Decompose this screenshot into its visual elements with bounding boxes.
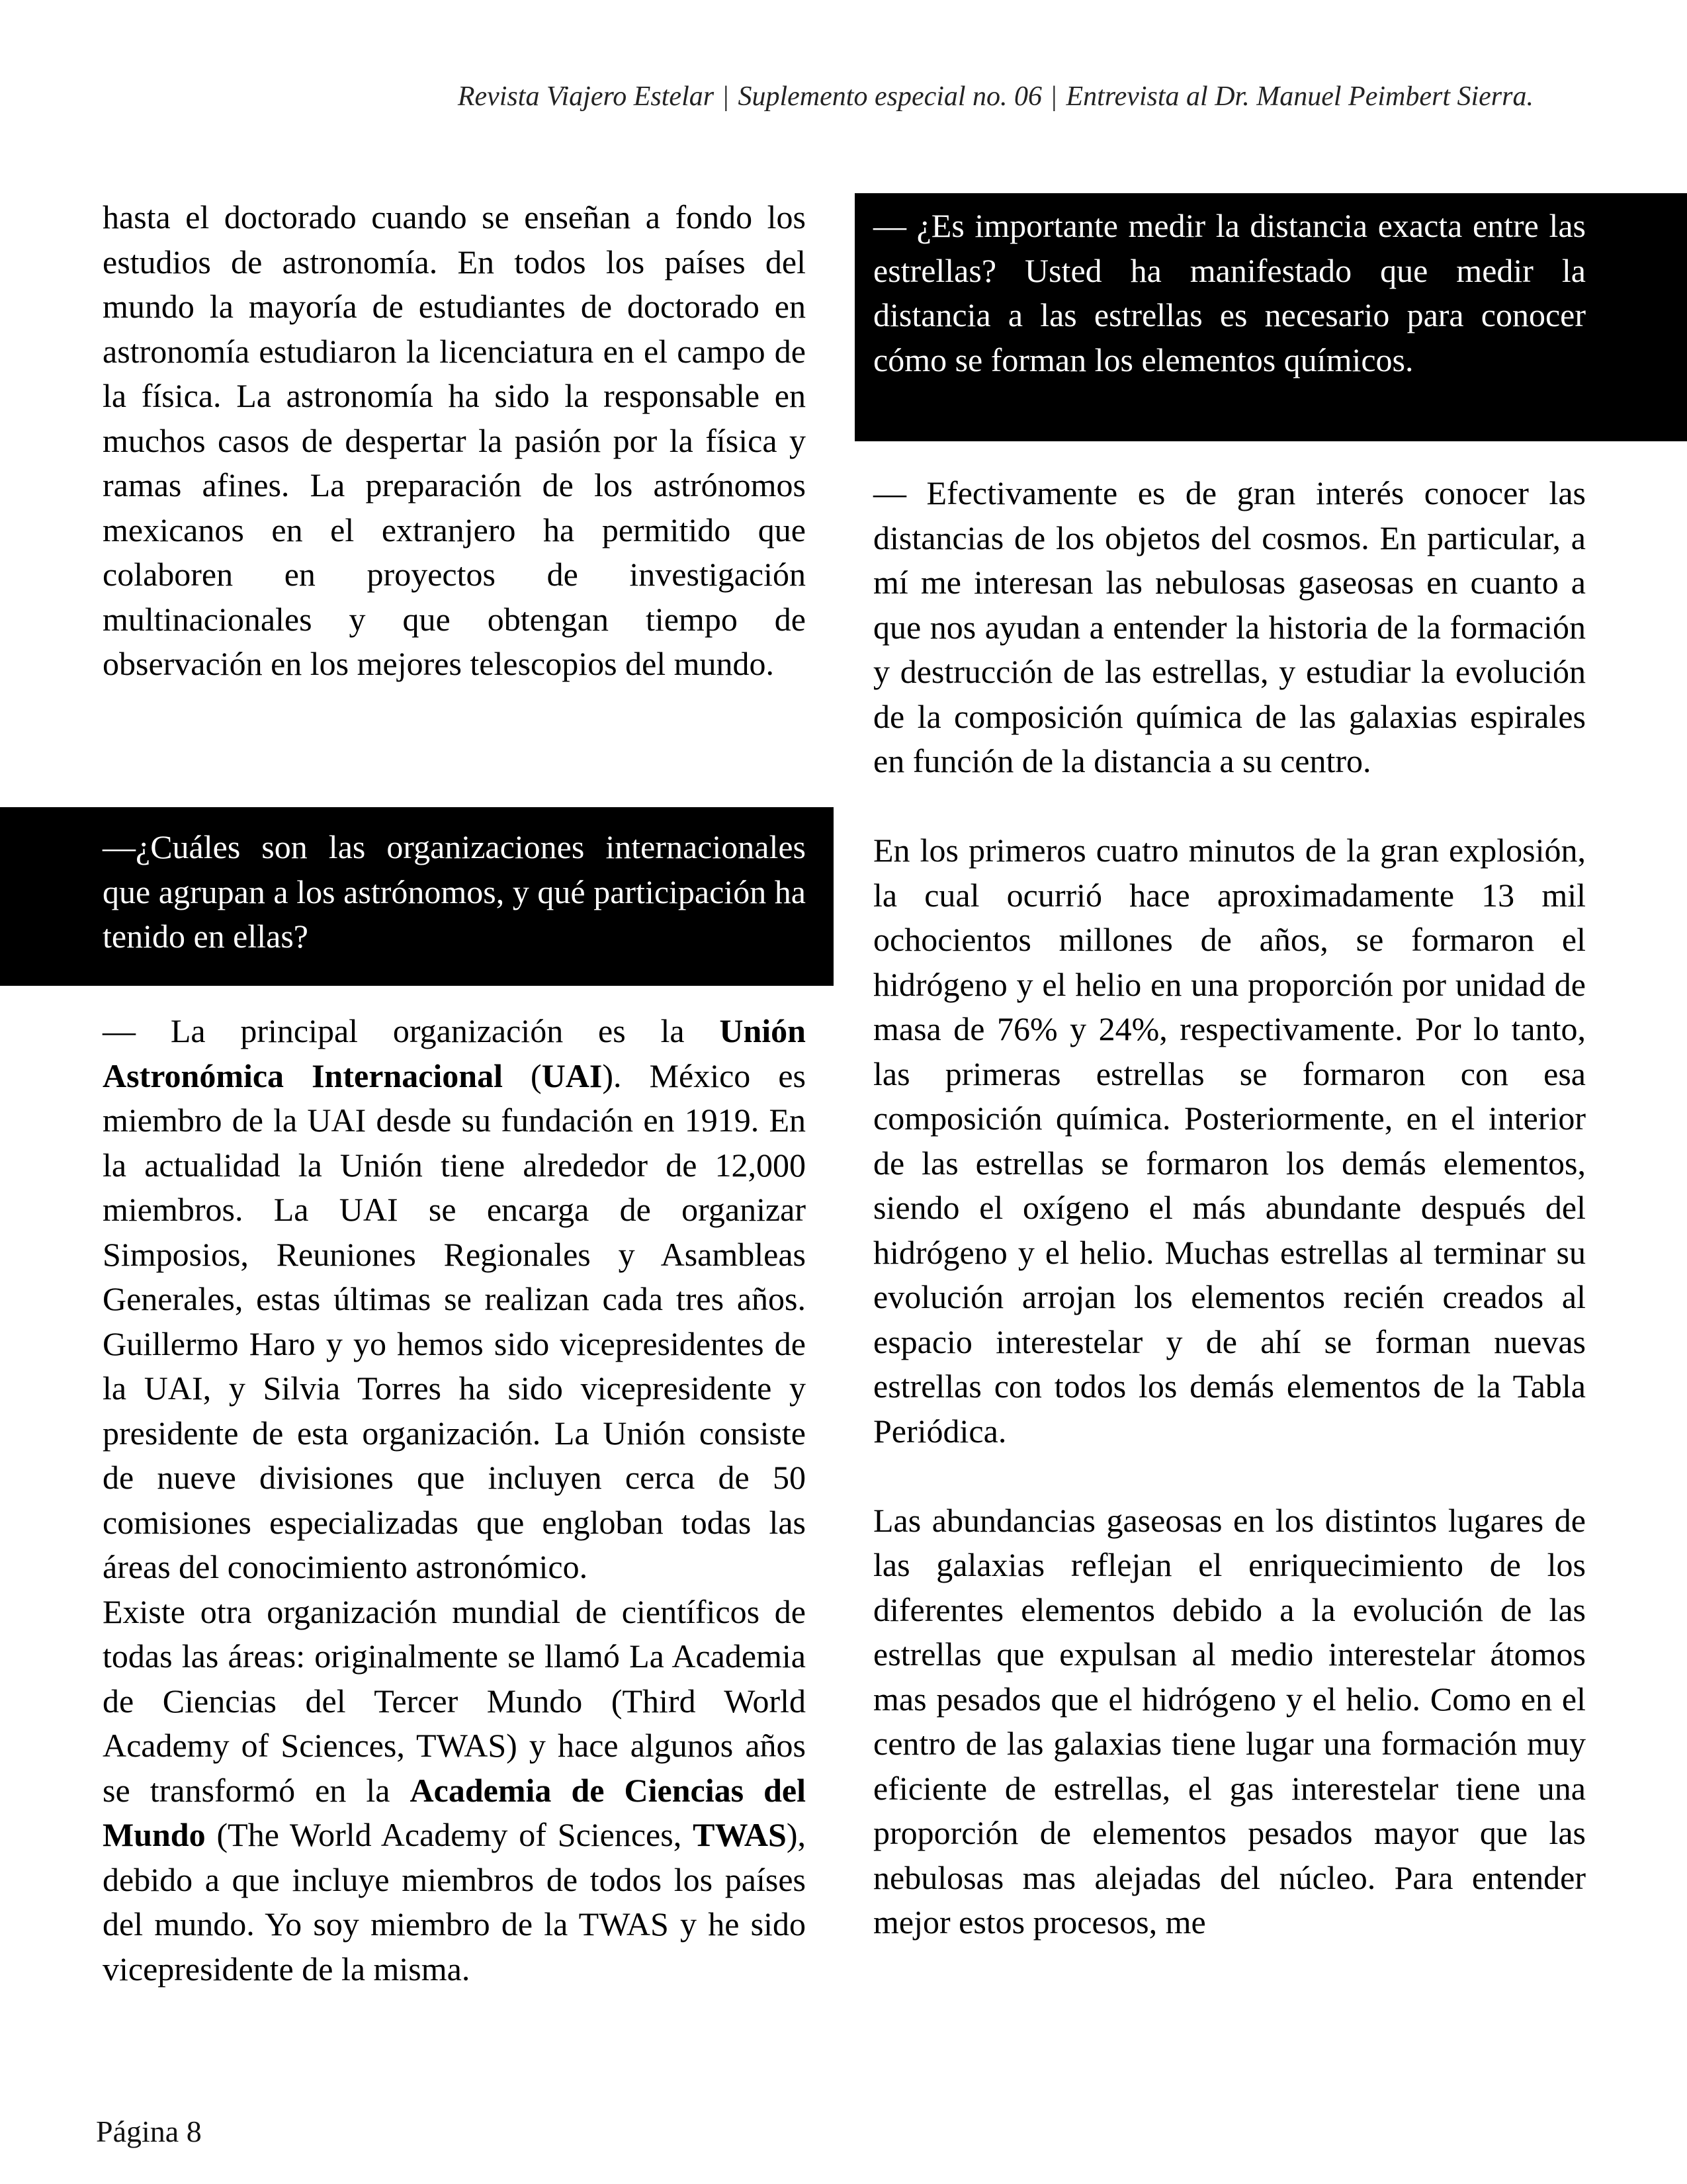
question-box-left: [0, 807, 834, 986]
page-number: Página 8: [96, 2115, 202, 2148]
right-column: [873, 471, 1586, 1945]
answer-paragraph: [103, 1590, 806, 1992]
header-separator: |: [1051, 81, 1057, 112]
answer-paragraph: [103, 1009, 806, 1590]
answer-text: Existe otra organización mundial de científicos de todas las áreas: originalmente se llamó La Academia de Ciencias del Tercer Mundo (Third World Academy of Sciences, TWAS) y hace algunos años se transformó en la: [103, 1593, 806, 1809]
answer-text: — La principal organización es la: [103, 1012, 720, 1049]
running-header: [458, 81, 1534, 112]
answer-text: ), debido a que incluye miembros de todos los países del mundo. Yo soy miembro de la TWAS y he sido vicepresidente de la misma.: [103, 1816, 806, 1987]
answer-text: ). México es miembro de la UAI desde su fundación en 1919. En la actualidad la Unión tiene alrededor de 12,000 miembros. La UAI se encarga de organizar Simposios, Reuniones Regionales y Asambleas Generales, estas últimas se realizan cada tres años. Guillermo Haro y yo hemos sido vicepresidentes de la UAI, y Silvia Torres ha sido vicepresidente y presidente de esta organización. La Unión consiste de nueve divisiones que incluyen cerca de 50 comisiones especializadas que engloban todas las áreas del conocimiento astronómico.: [103, 1057, 806, 1585]
magazine-title: Revista Viajero Estelar: [457, 81, 714, 112]
answer-paragraph: — Efectivamente es de gran interés conocer las distancias de los objetos del cosmos. En particular, a mí me interesan las nebulosas gaseosas en cuanto a que nos ayudan a entender la historia de la formación y destrucción de las estrellas, y estudiar la evolución de la composición química de las galaxias espirales en función de la distancia a su centro.: [873, 474, 1586, 779]
question-box-right: [855, 193, 1687, 441]
supplement-title: Suplemento especial no. 06: [738, 81, 1043, 112]
answer-text: (The World Academy of Sciences,: [205, 1816, 693, 1853]
body-paragraph: En los primeros cuatro minutos de la gran explosión, la cual ocurrió hace aproximadamente 13 mil ochocientos millones de años, se formaron el hidrógeno y el helio en una proporción por unidad de masa de 76% y 24%, respectivamente. Por lo tanto, las primeras estrellas se formaron con esa composición química. Posteriormente, en el interior de las estrellas se formaron los demás elementos, siendo el oxígeno el más abundante después del hidrógeno y el helio. Muchas estrellas al terminar su evolución arrojan los elementos recién creados al espacio interestelar y de ahí se forman nuevas estrellas con todos los demás elementos de la Tabla Periódica.: [873, 832, 1586, 1450]
header-separator: |: [723, 81, 729, 112]
interview-title: Entrevista al Dr. Manuel Peimbert Sierra.: [1066, 81, 1534, 112]
answer-text: (: [502, 1057, 542, 1094]
question-text: —¿Cuáles son las organizaciones internacionales que agrupan a los astrónomos, y qué participación ha tenido en ellas?: [103, 828, 806, 955]
question-text: — ¿Es importante medir la distancia exacta entre las estrellas? Usted ha manifestado que medir la distancia a las estrellas es necesario para conocer cómo se forman los elementos químicos.: [873, 207, 1586, 378]
body-paragraph: Las abundancias gaseosas en los distintos lugares de las galaxias reflejan el enriquecimiento de los diferentes elementos debido a la evolución de las estrellas que expulsan al medio interestelar átomos mas pesados que el hidrógeno y el helio. Como en el centro de las galaxias tiene lugar una formación muy eficiente de estrellas, el gas interestelar tiene una proporción de elementos pesados mayor que las nebulosas mas alejadas del núcleo. Para entender mejor estos procesos, me: [873, 1501, 1586, 1941]
left-column-intro: [103, 195, 806, 687]
left-column-answers: [103, 1009, 806, 1991]
bold-org-name: Unión Astronómica Internacional: [103, 1012, 806, 1094]
intro-paragraph: hasta el doctorado cuando se enseñan a fondo los estudios de astronomía. En todos los países del mundo la mayoría de estudiantes de doctorado en astronomía estudiaron la licenciatura en el campo de la física. La astronomía ha sido la responsable en muchos casos de despertar la pasión por la física y ramas afines. La preparación de los astrónomos mexicanos en el extranjero ha permitido que colaboren en proyectos de investigación multinacionales y que obtengan tiempo de observación en los mejores telescopios del mundo.: [103, 198, 806, 682]
bold-org-abbr: UAI: [541, 1057, 603, 1094]
bold-org-abbr: TWAS: [693, 1816, 787, 1853]
bold-org-name: Academia de Ciencias del Mundo: [103, 1771, 806, 1853]
